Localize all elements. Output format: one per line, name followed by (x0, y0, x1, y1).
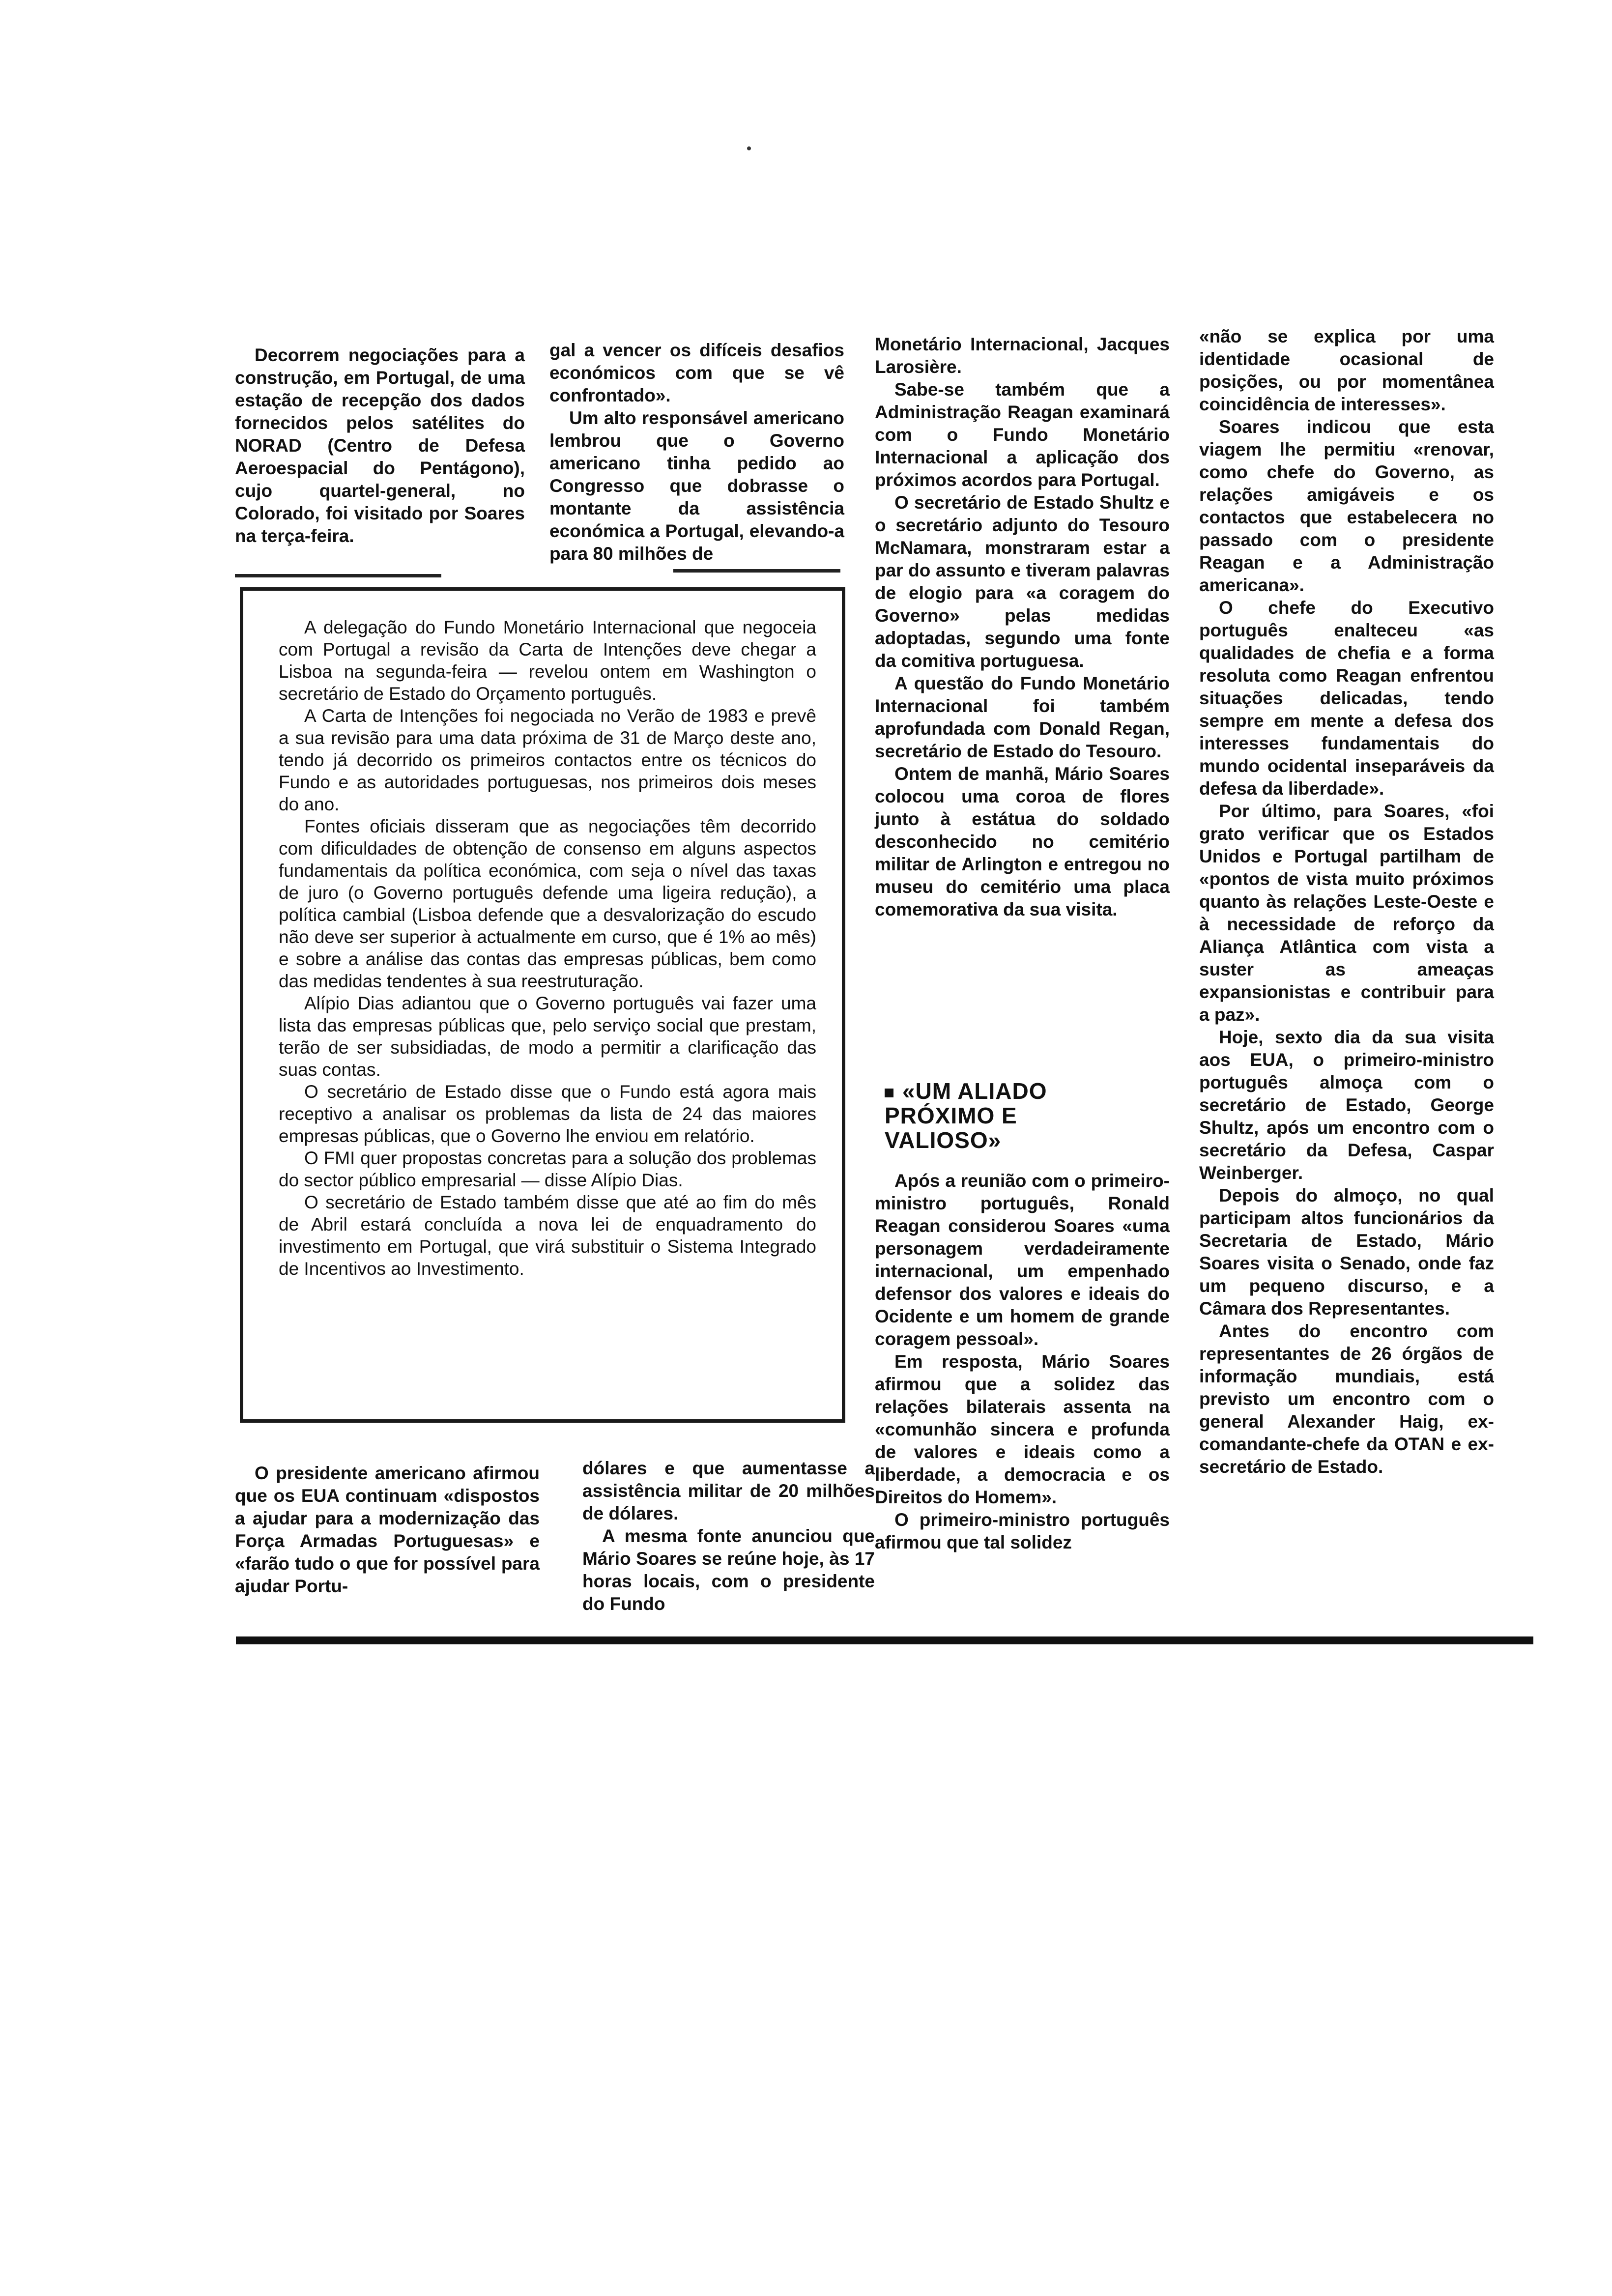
paragraph: Após a reunião com o primeiro-ministro português, Ronald Reagan considerou Soares «uma personagem verdadeiramente internacional, um empenhado defensor dos valores e ideais do Ocidente e um homem de grande coragem pessoal». (875, 1171, 1170, 1349)
paragraph: O presidente americano afirmou que os EUA continuam «dispostos a ajudar para a modernização das Força Armadas Portuguesas» e «farão tudo o que for possível para ajudar Portu- (235, 1463, 540, 1596)
paragraph: O secretário de Estado também disse que até ao fim do mês de Abril estará concluída a nova lei de enquadramento do investimento em Portugal, que virá substituir o Sistema Integrado de Incentivos ao Investimento. (279, 1192, 816, 1279)
paragraph: A questão do Fundo Monetário Internacional foi também aprofundada com Donald Regan, secretário de Estado do Tesouro. (875, 673, 1170, 761)
article-column-2-top (549, 339, 844, 565)
article-column-3-bottom (875, 1170, 1170, 1554)
fmi-boxed-article (240, 587, 845, 1423)
paragraph: Um alto responsável americano lembrou que o Governo americano tinha pedido ao Congresso que dobrasse o montante da assistência económica a Portugal, elevando-a para 80 milhões de (549, 408, 844, 564)
paragraph: O secretário de Estado disse que o Fundo está agora mais receptivo a analisar os problemas da lista de 24 das maiores empresas públicas, que o Governo lhe enviou em relatório. (279, 1082, 816, 1146)
paragraph: Em resposta, Mário Soares afirmou que a solidez das relações bilaterais assenta na «comunhão sincera e profunda de valores e ideais como a liberdade, a democracia e os Direitos do Homem». (875, 1351, 1170, 1507)
paragraph: Sabe-se também que a Administração Reagan examinará com o Fundo Monetário Internacional a aplicação dos próximos acordos para Portugal. (875, 379, 1170, 490)
paragraph: Antes do encontro com representantes de 26 órgãos de informação mundiais, está previsto um encontro com o general Alexander Haig, ex-comandante-chefe da OTAN e ex-secretário de Estado. (1199, 1321, 1494, 1477)
column-rule (673, 569, 840, 573)
paragraph: Fontes oficiais disseram que as negociações têm decorrido com dificuldades de obtenção de consenso em alguns aspectos fundamentais da política económica, com seja o nível das taxas de juro (o Governo português defende uma ligeira redução), a política cambial (Lisboa defende que a desvalorização do escudo não deve ser superior à actualmente em curso, que é 1% ao mês) e sobre a análise das contas das empresas públicas, bem como das medidas tendentes à sua reestruturação. (279, 816, 816, 991)
speck (747, 146, 751, 150)
paragraph: dólares e que aumentasse a assistência militar de 20 milhões de dólares. (582, 1458, 875, 1523)
paragraph: Soares indicou que esta viagem lhe permitiu «renovar, como chefe do Governo, as relações amigáveis e os contactos que estabelecera no passado com o presidente Reagan e a Administração americana». (1199, 417, 1494, 595)
paragraph: Por último, para Soares, «foi grato verificar que os Estados Unidos e Portugal partilham de «pontos de vista muito próximos quanto às relações Leste-Oeste e à necessidade de reforço da Aliança Atlântica com vista a suster as ameaças expansionistas e contribuir para a paz». (1199, 801, 1494, 1025)
paragraph: O FMI quer propostas concretas para a solução dos problemas do sector público empresarial — disse Alípio Dias. (279, 1148, 816, 1190)
article-column-2-bottom (582, 1457, 875, 1615)
paragraph: A mesma fonte anunciou que Mário Soares se reúne hoje, às 17 horas locais, com o presidente do Fundo (582, 1526, 875, 1614)
section-heading (885, 1079, 1091, 1152)
paragraph: Alípio Dias adiantou que o Governo português vai fazer uma lista das empresas públicas que, pelo serviço social que prestam, terão de ser subsidiadas, de modo a permitir a clarificação das suas contas. (279, 993, 816, 1080)
paragraph: «não se explica por uma identidade ocasional de posições, ou por momentânea coincidência de interesses». (1199, 326, 1494, 414)
heading-text: «UM ALIADO PRÓXIMO E VALIOSO» (885, 1078, 1047, 1153)
article-column-1-bottom (235, 1462, 540, 1598)
paragraph: Ontem de manhã, Mário Soares colocou uma coroa de flores junto à estátua do soldado desconhecido no cemitério militar de Arlington e entregou no museu do cemitério uma placa comemorativa da sua visita. (875, 764, 1170, 919)
bullet-icon (885, 1089, 893, 1097)
paragraph: A delegação do Fundo Monetário Internacional que negoceia com Portugal a revisão da Carta de Intenções deve chegar a Lisboa na segunda-feira — revelou ontem em Washington o secretário de Estado do Orçamento português. (279, 617, 816, 704)
paragraph: Decorrem negociações para a construção, em Portugal, de uma estação de recepção dos dados fornecidos pelos satélites do NORAD (Centro de Defesa Aeroespacial do Pentágono), cujo quartel-general, no Colorado, foi visitado por Soares na terça-feira. (235, 345, 525, 546)
article-lead-column (235, 344, 525, 547)
bottom-rule (236, 1636, 1533, 1644)
paragraph: A Carta de Intenções foi negociada no Verão de 1983 e prevê a sua revisão para uma data próxima de 31 de Março deste ano, tendo já decorrido os primeiros contactos entre os técnicos do Fundo e as autoridades portuguesas, nos primeiros dois meses do ano. (279, 706, 816, 814)
paragraph: Hoje, sexto dia da sua visita aos EUA, o primeiro-ministro português almoça com o secretário de Estado, George Shultz, após um encontro com o secretário da Defesa, Caspar Weinberger. (1199, 1027, 1494, 1183)
article-column-3 (875, 333, 1170, 921)
paragraph: Depois do almoço, no qual participam altos funcionários da Secretaria de Estado, Mário Soares visita o Senado, onde faz um pequeno discurso, e a Câmara dos Representantes. (1199, 1185, 1494, 1319)
paragraph: O secretário de Estado Shultz e o secretário adjunto do Tesouro McNamara, monstraram estar a par do assunto e tiveram palavras de elogio para «a coragem do Governo» pelas medidas adoptadas, segundo uma fonte da comitiva portuguesa. (875, 492, 1170, 671)
paragraph: O chefe do Executivo português enalteceu «as qualidades de chefia e a forma resoluta como Reagan enfrentou situações delicadas, tendo sempre em mente a defesa dos interesses fundamentais do mundo ocidental inseparáveis da defesa da liberdade». (1199, 598, 1494, 799)
column-rule (235, 574, 441, 577)
paragraph: Monetário Internacional, Jacques Larosière. (875, 334, 1170, 377)
article-column-4 (1199, 325, 1494, 1478)
paragraph: O primeiro-ministro português afirmou que tal solidez (875, 1510, 1170, 1552)
paragraph: gal a vencer os difíceis desafios económicos com que se vê confrontado». (549, 340, 844, 405)
